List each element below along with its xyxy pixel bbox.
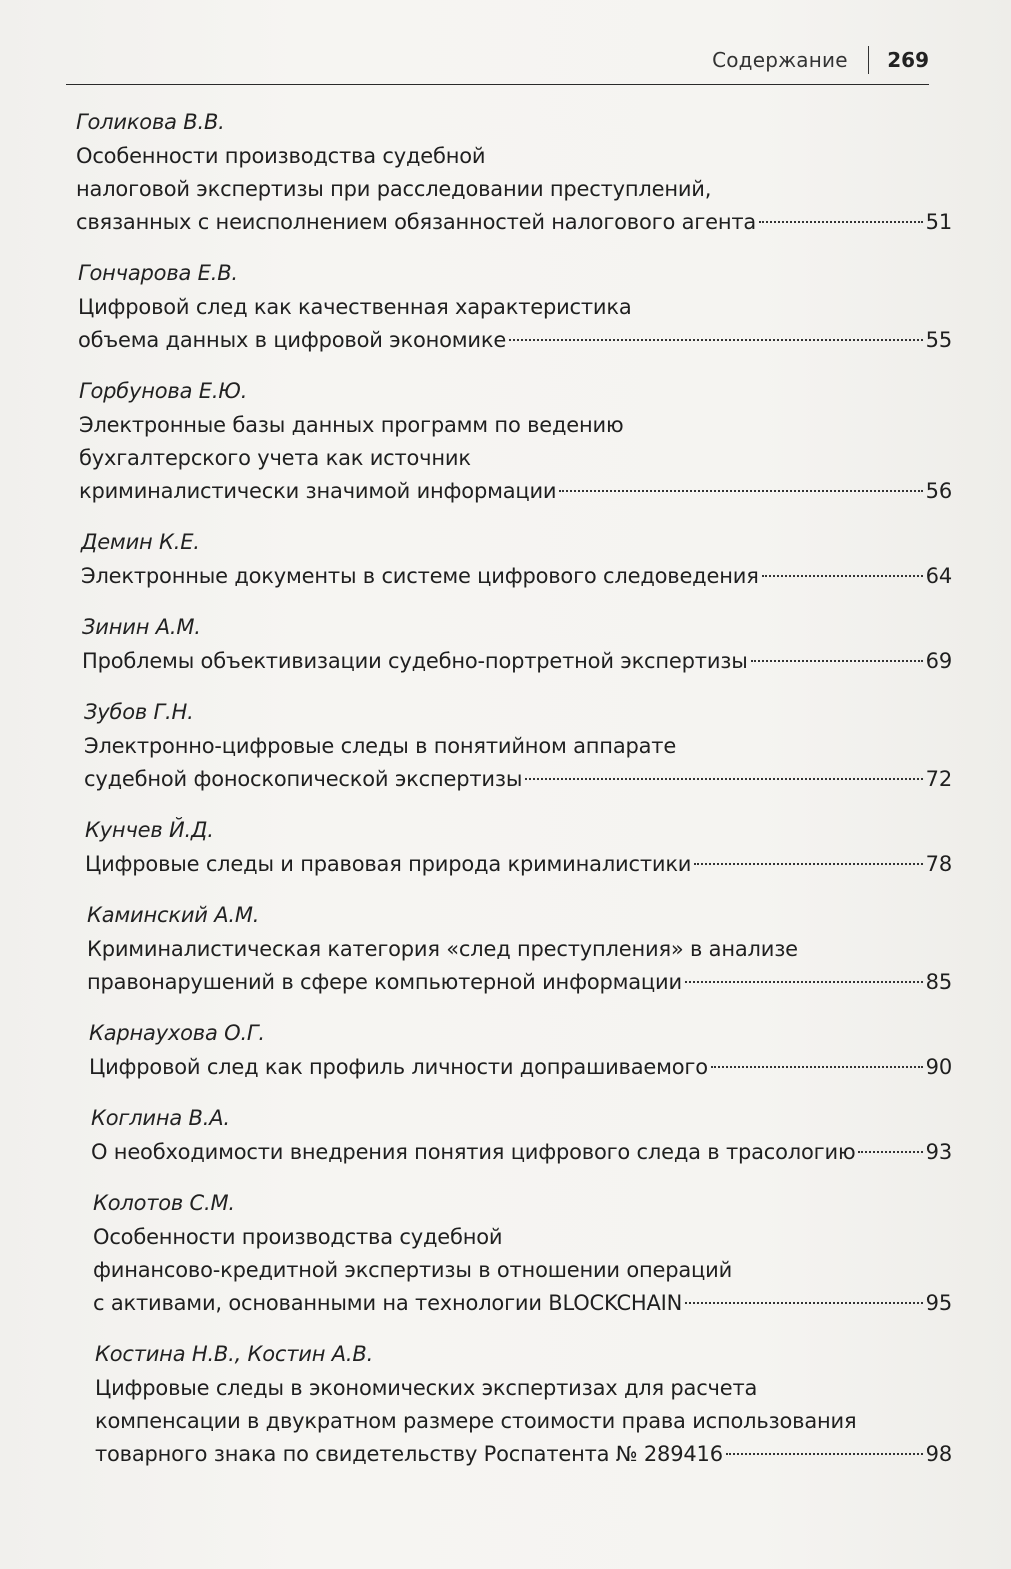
dot-leader	[559, 490, 922, 492]
entry-author: Гончарова Е.В.	[78, 261, 238, 285]
entry-title-line: бухгалтерского учета как источник	[79, 446, 471, 470]
entry-title-line: связанных с неисполнением обязанностей налогового агента	[76, 210, 757, 234]
entry-title-line: Особенности производства судебной	[93, 1225, 503, 1249]
dot-leader	[694, 863, 922, 865]
entry-page-number: 95	[925, 1291, 952, 1315]
entry-author: Коглина В.А.	[91, 1106, 230, 1130]
entry-title-line: товарного знака по свидетельству Роспатента № 289416	[95, 1442, 723, 1466]
entry-title-line: Цифровой след как качественная характеристика	[78, 295, 632, 319]
header-separator	[868, 46, 870, 74]
toc-entry	[95, 1336, 952, 1471]
entry-page-number: 69	[925, 649, 952, 673]
dot-leader	[509, 339, 923, 341]
entry-last-line	[76, 206, 952, 239]
entry-title-line: Цифровые следы и правовая природа криминалистики	[85, 852, 692, 876]
dot-leader	[685, 1302, 923, 1304]
entry-author: Голикова В.В.	[76, 110, 225, 134]
toc-entry	[78, 255, 952, 357]
entry-last-line	[85, 848, 952, 881]
entry-author: Горбунова Е.Ю.	[79, 379, 248, 403]
entry-title-line: Электронные документы в системе цифрового следоведения	[81, 564, 759, 588]
toc-entry	[76, 104, 952, 239]
toc-entry	[91, 1100, 952, 1169]
entry-title-line: налоговой экспертизы при расследовании преступлений,	[76, 177, 712, 201]
entry-page-number: 55	[925, 328, 952, 352]
entry-last-line	[95, 1438, 952, 1471]
entry-page-number: 93	[925, 1140, 952, 1164]
dot-leader	[525, 778, 922, 780]
entry-last-line	[81, 560, 952, 593]
entry-title-line: судебной фоноскопической экспертизы	[84, 767, 523, 791]
dot-leader	[858, 1151, 922, 1153]
entry-author: Кунчев Й.Д.	[85, 818, 214, 842]
entry-title-line: с активами, основанными на технологии BLOCKCHAIN	[93, 1291, 683, 1315]
entry-author: Зинин А.М.	[82, 615, 201, 639]
entry-title-line: Особенности производства судебной	[76, 144, 486, 168]
entry-title-line: криминалистически значимой информации	[79, 479, 557, 503]
entry-last-line	[87, 966, 952, 999]
toc-entry	[89, 1015, 952, 1084]
entry-last-line	[91, 1136, 952, 1169]
entry-title-line: Криминалистическая категория «след преступления» в анализе	[87, 937, 798, 961]
entry-author: Костина Н.В., Костин А.В.	[95, 1342, 374, 1366]
toc-entry	[87, 897, 952, 999]
dot-leader	[685, 981, 923, 983]
entry-page-number: 85	[925, 970, 952, 994]
page-number: 269	[887, 48, 929, 72]
header-rule	[66, 84, 929, 85]
entry-page-number: 56	[925, 479, 952, 503]
entry-title-line: Электронно-цифровые следы в понятийном аппарате	[84, 734, 677, 758]
dot-leader	[751, 660, 923, 662]
entry-last-line	[93, 1287, 952, 1320]
entry-page-number: 72	[925, 767, 952, 791]
table-of-contents	[76, 104, 952, 1487]
toc-entry	[81, 524, 952, 593]
entry-title-line: Электронные базы данных программ по ведению	[79, 413, 624, 437]
dot-leader	[762, 575, 923, 577]
running-header	[712, 42, 929, 78]
entry-title-line: правонарушений в сфере компьютерной информации	[87, 970, 682, 994]
entry-page-number: 98	[925, 1442, 952, 1466]
entry-last-line	[84, 763, 952, 796]
entry-title-line: О необходимости внедрения понятия цифрового следа в трасологию	[91, 1140, 856, 1164]
entry-title-line: компенсации в двукратном размере стоимости права использования	[95, 1409, 857, 1433]
entry-last-line	[89, 1051, 952, 1084]
toc-entry	[82, 609, 952, 678]
toc-entry	[93, 1185, 952, 1320]
entry-author: Каминский А.М.	[87, 903, 260, 927]
section-title: Содержание	[712, 48, 848, 72]
entry-title-line: Цифровой след как профиль личности допрашиваемого	[89, 1055, 708, 1079]
entry-last-line	[78, 324, 952, 357]
entry-page-number: 64	[925, 564, 952, 588]
dot-leader	[726, 1453, 923, 1455]
toc-entry	[85, 812, 952, 881]
entry-page-number: 90	[925, 1055, 952, 1079]
toc-entry	[79, 373, 952, 508]
entry-last-line	[79, 475, 952, 508]
entry-title-line: Цифровые следы в экономических экспертизах для расчета	[95, 1376, 758, 1400]
entry-page-number: 51	[925, 210, 952, 234]
entry-last-line	[82, 645, 952, 678]
entry-title-line: Проблемы объективизации судебно-портретной экспертизы	[82, 649, 748, 673]
entry-author: Карнаухова О.Г.	[89, 1021, 265, 1045]
dot-leader	[711, 1066, 923, 1068]
entry-author: Демин К.Е.	[81, 530, 200, 554]
toc-entry	[84, 694, 952, 796]
entry-title-line: объема данных в цифровой экономике	[78, 328, 507, 352]
entry-page-number: 78	[925, 852, 952, 876]
dot-leader	[759, 221, 923, 223]
entry-title-line: финансово-кредитной экспертизы в отношении операций	[93, 1258, 733, 1282]
entry-author: Зубов Г.Н.	[84, 700, 194, 724]
entry-author: Колотов С.М.	[93, 1191, 235, 1215]
